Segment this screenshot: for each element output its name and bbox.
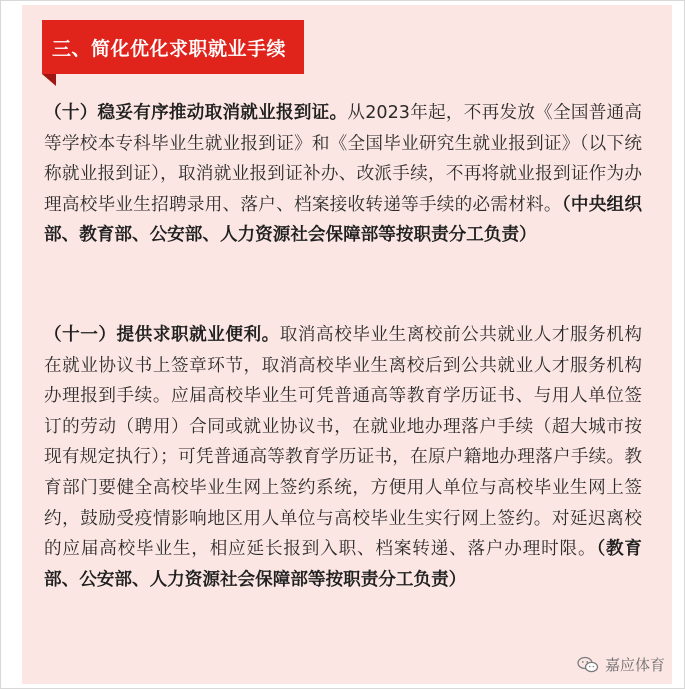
paragraph-11-responsible: （教育部、公安部、人力资源社会保障部等按职责分工负责） <box>44 539 642 590</box>
paragraph-10-responsible: （中央组织部、教育部、公安部、人力资源社会保障部等按职责分工负责） <box>44 194 642 246</box>
paragraph-10 <box>44 98 642 251</box>
section-header-fold <box>42 74 56 86</box>
paragraph-11-body: 取消高校毕业生离校前公共就业人才服务机构在就业协议书上签章环节，取消高校毕业生离校后到公共就业人才服务机构办理报到手续。应届高校毕业生可凭普通高等教育学历证书、与用人单位签订的劳动（聘用）合同或就业协议书，在就业地办理落户手续（超大城市按现有规定执行）；可凭普通高等教育学历证书，在原户籍地办理落户手续。教育部门要健全高校毕业生网上签约系统，方便用人单位与高校毕业生网上签约，鼓励受疫情影响地区用人单位与高校毕业生实行网上签约。对延迟离校的应届高校毕业生，相应延长报到入职、档案转递、落户办理时限。 <box>44 325 642 560</box>
paragraph-11-lead: （十一）提供求职就业便利。 <box>44 325 280 345</box>
wechat-icon <box>577 656 599 674</box>
paragraph-10-body: 从2023年起，不再发放《全国普通高等学校本专科毕业生就业报到证》和《全国毕业研究生就业报到证》（以下统称就业报到证），取消就业报到证补办、改派手续，不再将就业报到证作为办理高校毕业生招聘录用、落户、档案接收转递等手续的必需材料。 <box>44 103 642 215</box>
watermark <box>577 654 665 675</box>
paragraph-11 <box>44 320 642 595</box>
paragraph-10-lead: （十）稳妥有序推动取消就业报到证。 <box>44 103 348 123</box>
watermark-text: 嘉应体育 <box>604 656 665 674</box>
section-header <box>42 20 304 74</box>
section-title: 三、简化优化求职就业手续 <box>52 37 287 60</box>
